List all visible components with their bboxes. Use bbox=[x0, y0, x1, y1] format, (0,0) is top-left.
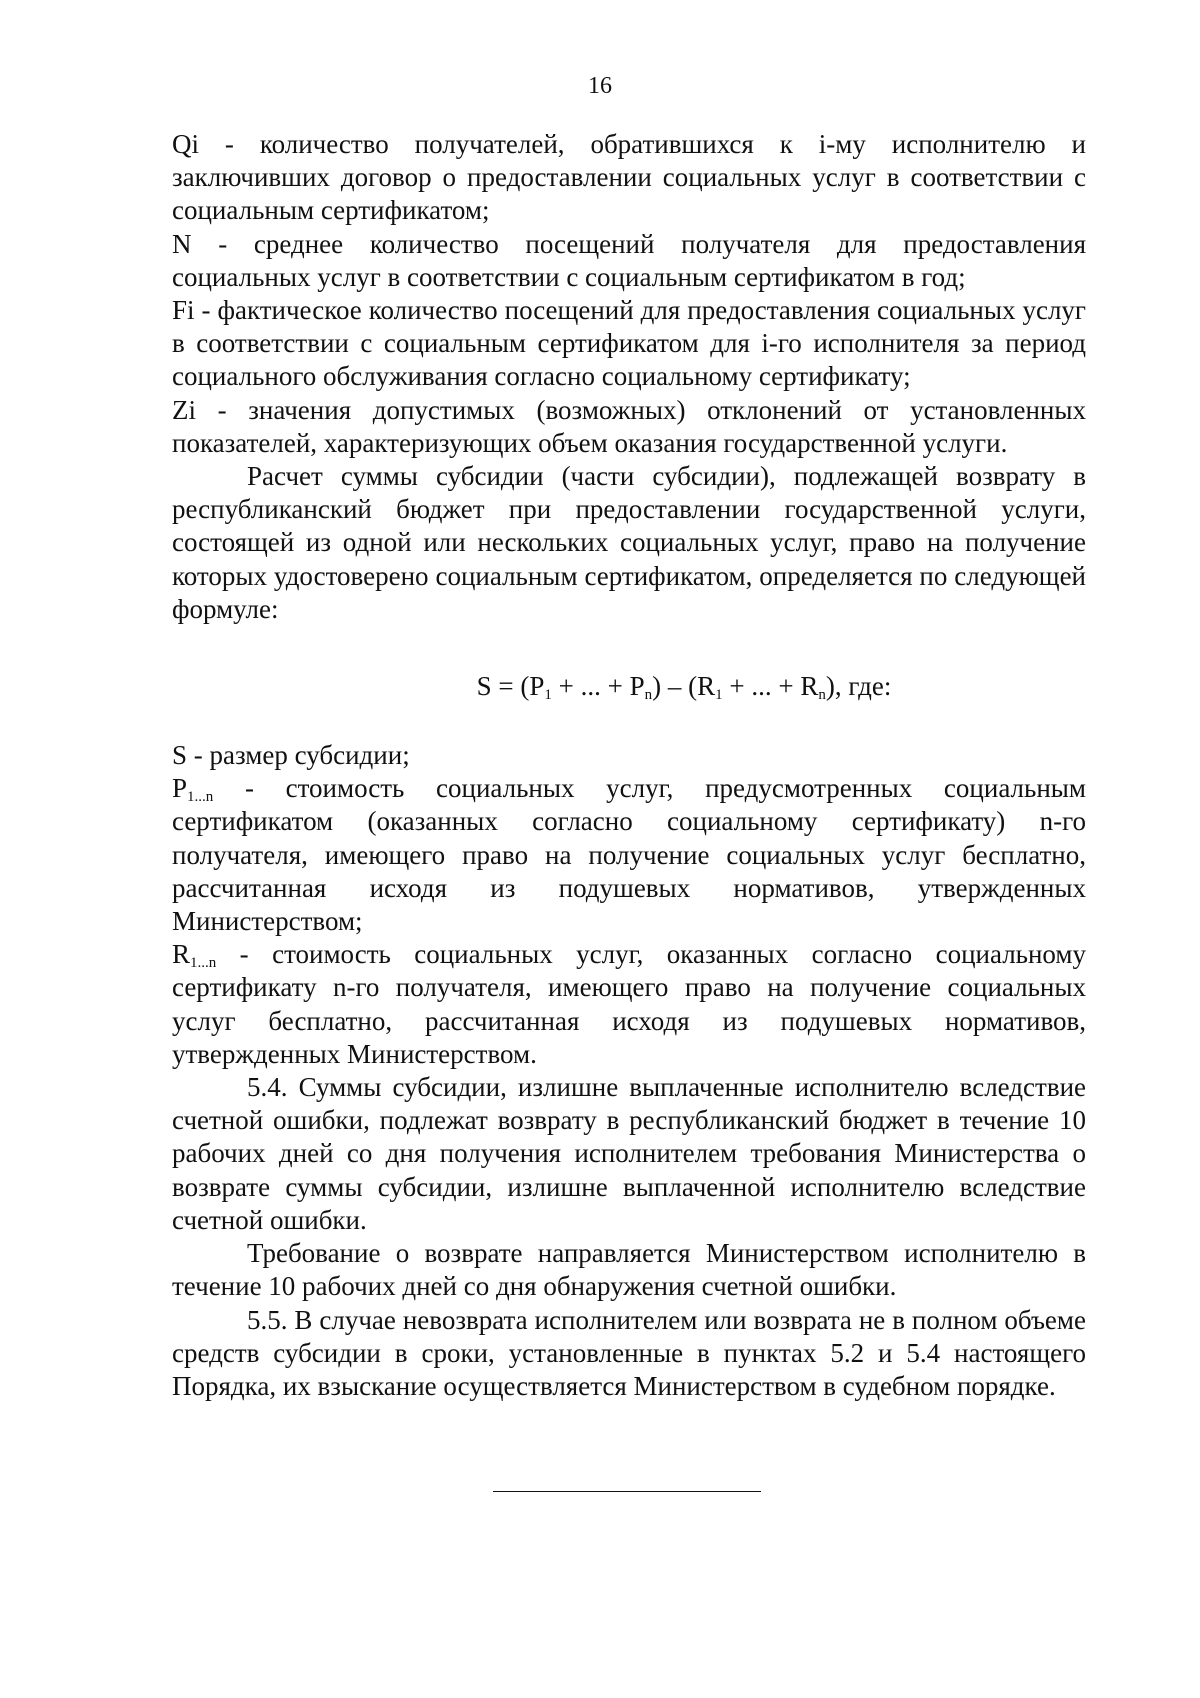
definition-text: - стоимость социальных услуг, оказанных согласно социальному сертификату n-го получателя, имеющего право на получение социальных услуг бесплатно, рассчитанная исходя из подушевых нормативов, утвержденных Министерством. bbox=[172, 939, 1086, 1069]
definition-p bbox=[172, 772, 1086, 938]
paragraph-5-5: 5.5. В случае невозврата исполнителем или возврата не в полном объеме средств субсидии в сроки, установленные в пунктах 5.2 и 5.4 настоящего Порядка, их взыскание осуществляется Министерством в судебном порядке. bbox=[172, 1304, 1086, 1401]
definition-symbol: R bbox=[172, 939, 191, 970]
formula-part: + ... + R bbox=[722, 671, 819, 702]
definition-qi bbox=[172, 128, 1086, 228]
definition-fi bbox=[172, 294, 1086, 394]
document-body bbox=[172, 128, 1086, 1403]
formula-subscript: n bbox=[644, 687, 653, 704]
definition-text: - значения допустимых (возможных) отклонений от установленных показателей, характеризующих объем оказания государственной услуги. bbox=[172, 394, 1086, 458]
formula-subscript: n bbox=[818, 687, 826, 704]
definition-symbol: N bbox=[172, 228, 192, 259]
definition-symbol: S bbox=[172, 740, 188, 771]
return-demand-paragraph: Требование о возврате направляется Министерством исполнителю в течение 10 рабочих дней со дня обнаружения счетной ошибки. bbox=[172, 1238, 1086, 1302]
definition-symbol: Fi bbox=[172, 295, 195, 326]
subsidy-calculation-paragraph: Расчет суммы субсидии (части субсидии), подлежащей возврату в республиканский бюджет при предоставлении государственной услуги, состоящей из одной или нескольких социальных услуг, право на получение которых удостоверено социальным сертификатом, определяется по следующей формуле: bbox=[172, 461, 1086, 624]
definition-subscript: 1...n bbox=[190, 955, 217, 972]
paragraph-5-4: 5.4. Суммы субсидии, излишне выплаченные исполнителю вследствие счетной ошибки, подлежат возврату в республиканский бюджет в течение 10 рабочих дней со дня получения исполнителем требования Министерства о возврате суммы субсидии, излишне выплаченной исполнителю вследствие счетной ошибки. bbox=[172, 1072, 1086, 1235]
formula-part: + ... + P bbox=[551, 671, 645, 702]
page-number: 16 bbox=[588, 73, 612, 99]
definition-symbol: Zi bbox=[172, 394, 196, 425]
footer-divider bbox=[493, 1491, 761, 1492]
subsidy-formula bbox=[172, 670, 1086, 703]
definition-n bbox=[172, 228, 1086, 294]
definition-text: - среднее количество посещений получателя для предоставления социальных услуг в соответствии с социальным сертификатом в год; bbox=[172, 228, 1086, 292]
definition-text: - стоимость социальных услуг, предусмотренных социальным сертификатом (оказанных согласно социальному сертификату) n-го получателя, имеющего право на получение социальных услуг бесплатно, рассчитанная исходя из подушевых нормативов, утвержденных Министерством; bbox=[172, 773, 1086, 937]
definition-s bbox=[172, 739, 1086, 772]
definition-symbol: Qi bbox=[172, 129, 199, 159]
definition-subscript: 1...n bbox=[187, 789, 214, 806]
formula-part: S = (P bbox=[476, 671, 545, 702]
definition-r bbox=[172, 938, 1086, 1071]
definition-text: - фактическое количество посещений для предоставления социальных услуг в соответствии с социальным сертификатом для i-го исполнителя за период социального обслуживания согласно социальному сертификату; bbox=[172, 295, 1086, 392]
definition-text: - количество получателей, обратившихся к i-му исполнителю и заключивших договор о предоставлении социальных услуг в соответствии с социальным сертификатом; bbox=[172, 129, 1086, 226]
definition-zi bbox=[172, 394, 1086, 460]
formula-part: ), где: bbox=[825, 671, 892, 702]
formula-subscript: 1 bbox=[544, 687, 552, 704]
formula-subscript: 1 bbox=[715, 687, 723, 704]
definition-text: - размер субсидии; bbox=[187, 740, 410, 771]
formula-part: ) – (R bbox=[652, 671, 716, 702]
definition-symbol: P bbox=[172, 773, 188, 804]
